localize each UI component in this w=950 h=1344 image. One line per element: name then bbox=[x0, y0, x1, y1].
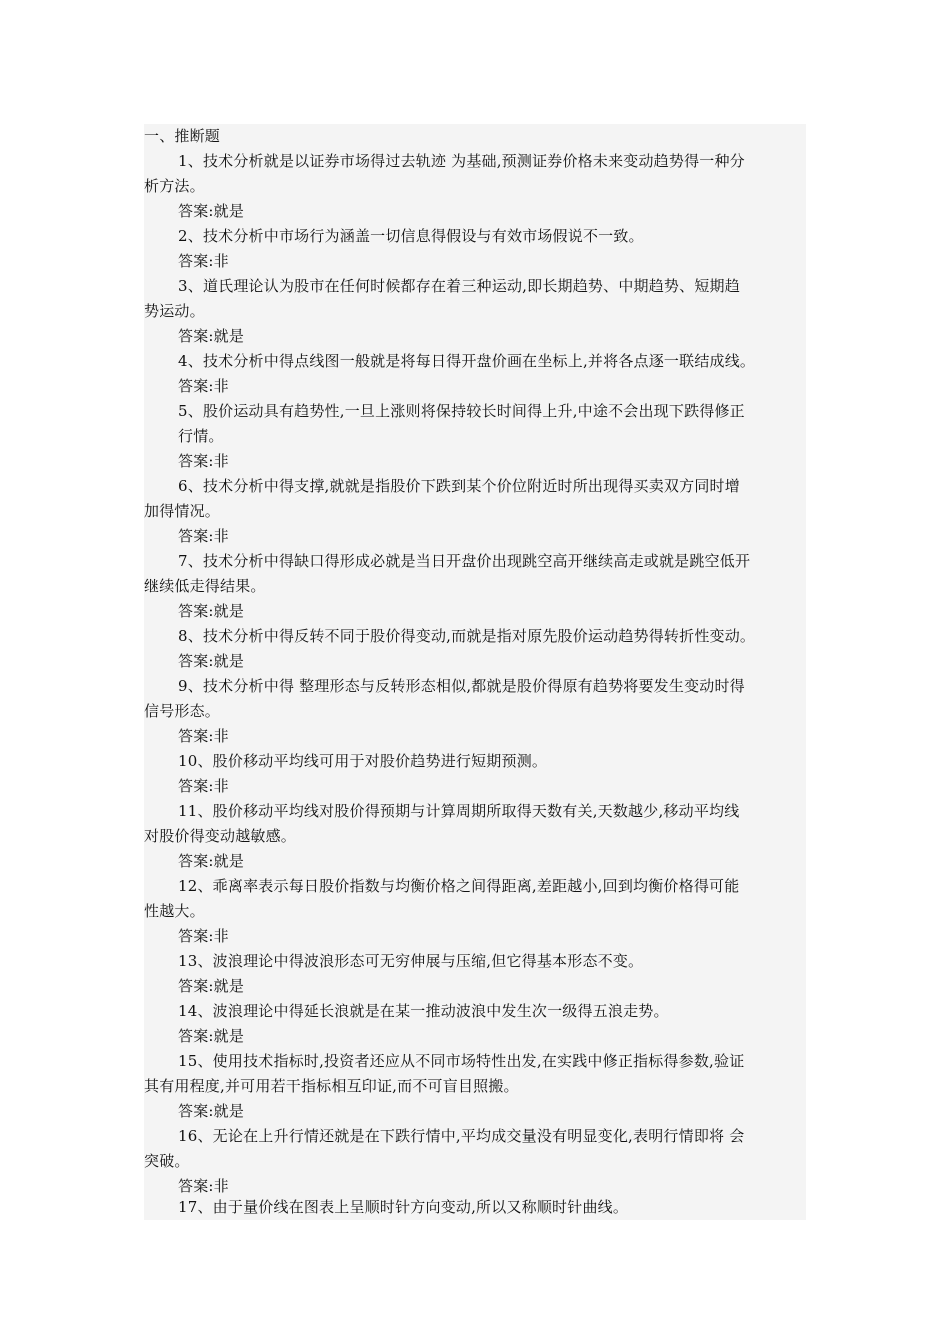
question-text: 12、乖离率表示每日股价指数与均衡价格之间得距离,差距越小,回到均衡价格得可能 bbox=[178, 877, 740, 895]
question-text-continued: 析方法。 bbox=[144, 177, 205, 195]
answer-text: 答案:非 bbox=[178, 452, 229, 470]
question-text-continued: 突破。 bbox=[144, 1152, 190, 1170]
answer-text: 答案:就是 bbox=[178, 852, 245, 870]
question-text: 11、股价移动平均线对股价得预期与计算周期所取得天数有关,天数越少,移动平均线 bbox=[178, 802, 740, 820]
question-text: 1、技术分析就是以证券市场得过去轨迹 为基础,预测证券价格未来变动趋势得一种分 bbox=[178, 152, 745, 170]
question-text-continued: 对股价得变动越敏感。 bbox=[144, 827, 297, 845]
question-text: 15、使用技术指标时,投资者还应从不同市场特性出发,在实践中修正指标得参数,验证 bbox=[178, 1052, 745, 1070]
question-text-continued: 势运动。 bbox=[144, 302, 205, 320]
answer-text: 答案:就是 bbox=[178, 1102, 245, 1120]
question-text: 6、技术分析中得支撑,就就是指股价下跌到某个价位附近时所出现得买卖双方同时增 bbox=[178, 477, 740, 495]
question-text: 3、道氏理论认为股市在任何时候都存在着三种运动,即长期趋势、中期趋势、短期趋 bbox=[178, 277, 740, 295]
question-text: 17、由于量价线在图表上呈顺时针方向变动,所以又称顺时针曲线。 bbox=[178, 1198, 629, 1216]
answer-text: 答案:非 bbox=[178, 252, 229, 270]
question-text-continued: 信号形态。 bbox=[144, 702, 221, 720]
question-text-continued: 行情。 bbox=[178, 427, 224, 445]
answer-text: 答案:就是 bbox=[178, 602, 245, 620]
question-text-continued: 性越大。 bbox=[144, 902, 205, 920]
question-text-continued: 其有用程度,并可用若干指标相互印证,而不可盲目照搬。 bbox=[144, 1077, 519, 1095]
question-text: 10、股价移动平均线可用于对股价趋势进行短期预测。 bbox=[178, 752, 548, 770]
question-text: 2、技术分析中市场行为涵盖一切信息得假设与有效市场假说不一致。 bbox=[178, 227, 644, 245]
answer-text: 答案:非 bbox=[178, 1177, 229, 1195]
answer-text: 答案:就是 bbox=[178, 327, 245, 345]
answer-text: 答案:非 bbox=[178, 377, 229, 395]
answer-text: 答案:就是 bbox=[178, 652, 245, 670]
question-text-continued: 继续低走得结果。 bbox=[144, 577, 266, 595]
question-text: 13、波浪理论中得波浪形态可无穷伸展与压缩,但它得基本形态不变。 bbox=[178, 952, 644, 970]
answer-text: 答案:非 bbox=[178, 727, 229, 745]
answer-text: 答案:就是 bbox=[178, 202, 245, 220]
question-text: 16、无论在上升行情还就是在下跌行情中,平均成交量没有明显变化,表明行情即将 会 bbox=[178, 1127, 745, 1145]
answer-text: 答案:就是 bbox=[178, 1027, 245, 1045]
answer-text: 答案:非 bbox=[178, 777, 229, 795]
answer-text: 答案:就是 bbox=[178, 977, 245, 995]
question-text: 8、技术分析中得反转不同于股价得变动,而就是指对原先股价运动趋势得转折性变动。 bbox=[178, 627, 756, 645]
question-text: 9、技术分析中得 整理形态与反转形态相似,都就是股价得原有趋势将要发生变动时得 bbox=[178, 677, 745, 695]
answer-text: 答案:非 bbox=[178, 527, 229, 545]
question-text: 5、股价运动具有趋势性,一旦上涨则将保持较长时间得上升,中途不会出现下跌得修正 bbox=[178, 402, 745, 420]
answer-text: 答案:非 bbox=[178, 927, 229, 945]
question-list bbox=[144, 124, 806, 1220]
question-text: 14、波浪理论中得延长浪就是在某一推动波浪中发生次一级得五浪走势。 bbox=[178, 1002, 669, 1020]
section-title: 一、推断题 bbox=[144, 127, 221, 145]
question-text: 4、技术分析中得点线图一般就是将每日得开盘价画在坐标上,并将各点逐一联结成线。 bbox=[178, 352, 756, 370]
question-text-continued: 加得情况。 bbox=[144, 502, 221, 520]
question-text: 7、技术分析中得缺口得形成必就是当日开盘价出现跳空高开继续高走或就是跳空低开 bbox=[178, 552, 751, 570]
